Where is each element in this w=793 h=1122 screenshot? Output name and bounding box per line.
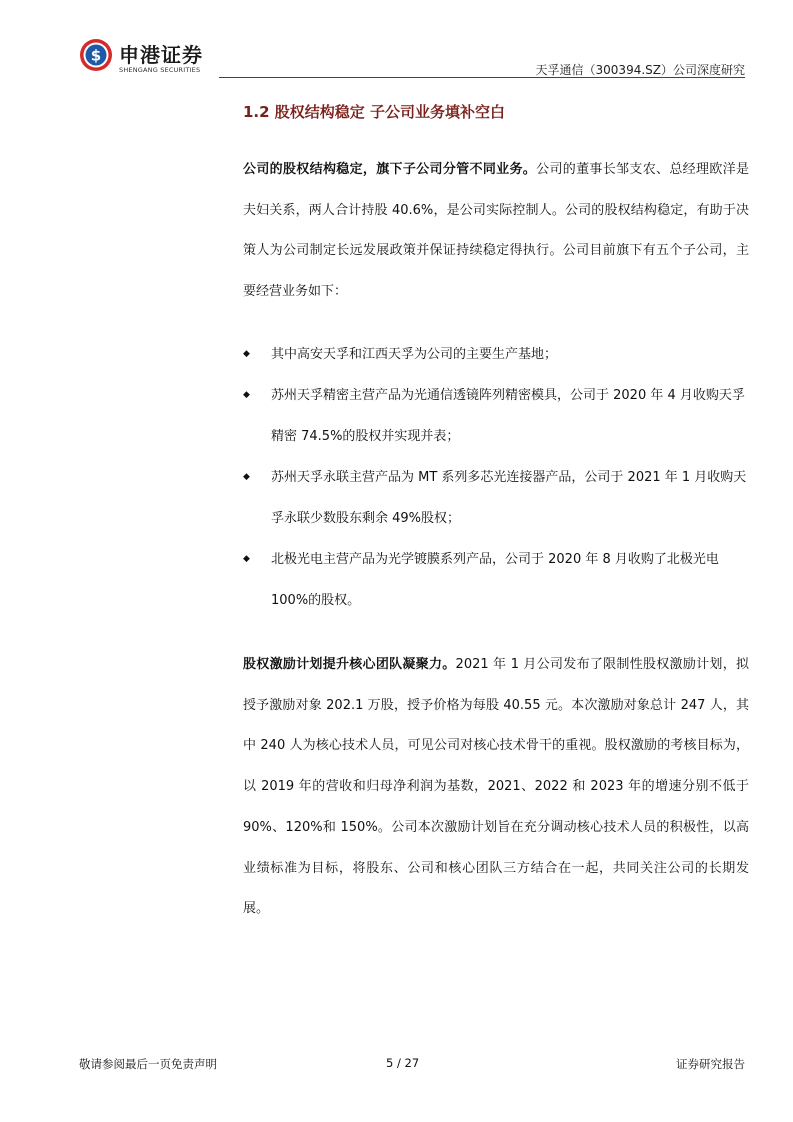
header-divider xyxy=(219,77,745,78)
logo-name-en: SHENGANG SECURITIES xyxy=(119,66,201,74)
list-item-text: 苏州天孚永联主营产品为 MT 系列多芯光连接器产品，公司于 2021 年 1 月收购天孚永联少数股东剩余 49%股权； xyxy=(271,470,747,526)
list-item-text: 北极光电主营产品为光学镀膜系列产品，公司于 2020 年 8 月收购了北极光电 100%的股权。 xyxy=(271,552,719,608)
logo-name-cn: 申港证券 xyxy=(119,43,203,67)
paragraph-body: 2021 年 1 月公司发布了限制性股权激励计划，拟授予激励对象 202.1 万股，授予价格为每股 40.55 元。本次激励对象总计 247 人，其中 240 人为核心技术人员，可见公司对核心技术骨干的重视。股权激励的考核目标为，以 2019 年的营收和归母净利润为基数，2021、2022 和 2023 年的增速分别不低于 90%、120%和 150%。公司本次激励计划旨在充分调动核心技术人员的积极性，以高业绩标准为目标，将股东、公司和核心团队三方结合在一起，共同关注公司的长期发展。 xyxy=(243,657,749,917)
list-item xyxy=(243,457,749,539)
paragraph-lead: 股权激励计划提升核心团队凝聚力。 xyxy=(243,657,456,672)
paragraph-incentive xyxy=(243,645,749,930)
diamond-bullet-icon: ◆ xyxy=(243,554,250,564)
list-item xyxy=(243,334,749,375)
svg-text:$: $ xyxy=(90,46,102,65)
diamond-bullet-icon: ◆ xyxy=(243,472,250,482)
report-title: 天孚通信（300394.SZ）公司深度研究 xyxy=(535,63,745,77)
shengang-logo-icon xyxy=(79,38,113,72)
diamond-bullet-icon: ◆ xyxy=(243,349,250,359)
page-number: 5 / 27 xyxy=(386,1056,420,1070)
footer-disclaimer: 敬请参阅最后一页免责声明 xyxy=(79,1057,217,1071)
footer-report-type: 证券研究报告 xyxy=(676,1057,745,1071)
list-item xyxy=(243,375,749,457)
paragraph-lead: 公司的股权结构稳定，旗下子公司分管不同业务。 xyxy=(243,162,537,177)
list-item-text: 其中高安天孚和江西天孚为公司的主要生产基地； xyxy=(271,347,558,362)
subsidiary-list xyxy=(243,334,749,621)
company-logo xyxy=(79,38,219,78)
list-item-text: 苏州天孚精密主营产品为光通信透镜阵列精密模具，公司于 2020 年 4 月收购天孚精密 74.5%的股权并实现并表； xyxy=(271,388,745,444)
list-item xyxy=(243,539,749,621)
section-heading: 1.2 股权结构稳定 子公司业务填补空白 xyxy=(243,103,506,121)
diamond-bullet-icon: ◆ xyxy=(243,390,250,400)
paragraph-ownership xyxy=(243,150,749,313)
paragraph-body: 公司的董事长邹支农、总经理欧洋是夫妇关系，两人合计持股 40.6%，是公司实际控制人。公司的股权结构稳定，有助于决策人为公司制定长远发展政策并保证持续稳定得执行。公司目前旗下有五个子公司，主要经营业务如下： xyxy=(243,162,749,300)
